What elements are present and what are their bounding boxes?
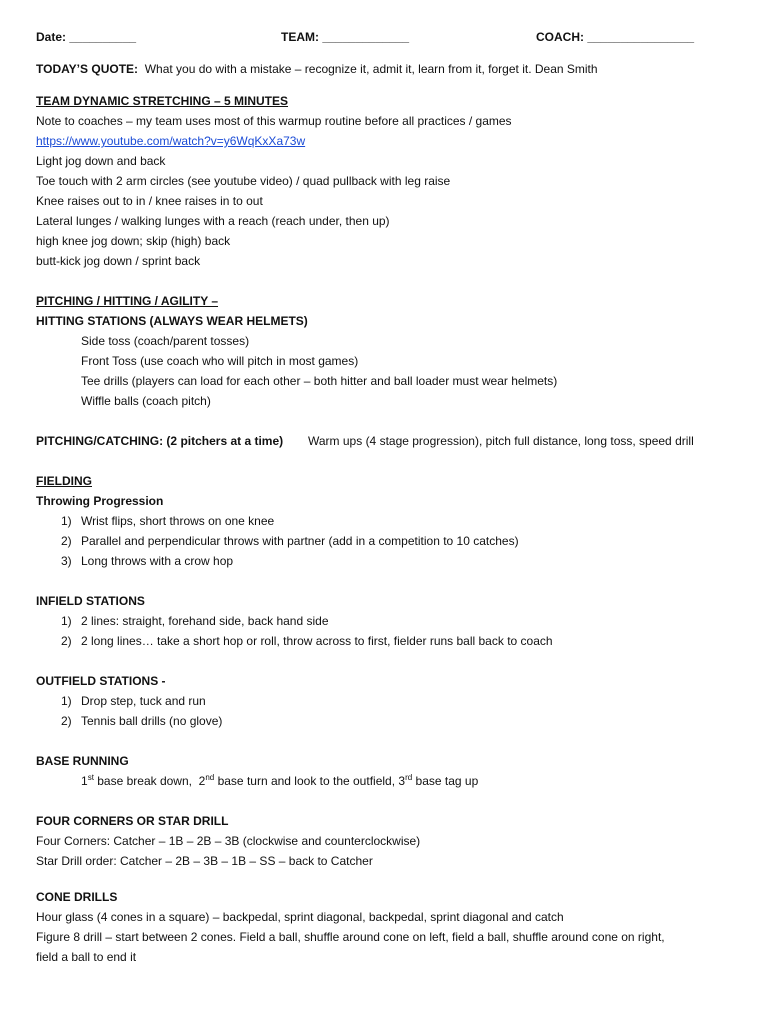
- hitting-item: Side toss (coach/parent tosses): [81, 334, 250, 348]
- stretching-note: Note to coaches – my team uses most of this warmup routine before all practices / games: [36, 114, 512, 128]
- cone-drills-title: CONE DRILLS: [36, 890, 118, 904]
- pitching-catching-label: PITCHING/CATCHING: (2 pitchers at a time): [36, 434, 284, 448]
- base-running-line: [36, 771, 736, 791]
- list-number: 2): [61, 634, 72, 648]
- list-item: [36, 711, 736, 731]
- list-text: Parallel and perpendicular throws with partner (add in a competition to 10 catches): [81, 534, 519, 548]
- base-num: 3: [398, 774, 406, 788]
- pitching-hitting-title: PITCHING / HITTING / AGILITY –: [36, 294, 219, 308]
- hitting-item: Tee drills (players can load for each other – both hitter and ball loader must wear helmets): [81, 374, 558, 388]
- coach-field: COACH: ________________: [536, 30, 695, 44]
- list-item: [36, 551, 736, 571]
- ordinal-suffix: nd: [205, 773, 215, 782]
- quote-text: What you do with a mistake – recognize it, admit it, learn from it, forget it. Dean Smith: [144, 62, 598, 76]
- cone-drill-line: Figure 8 drill – start between 2 cones. Field a ball, shuffle around cone on left, field a ball, shuffle around cone on right,: [36, 930, 665, 944]
- practice-plan-document: [36, 27, 736, 967]
- ordinal-suffix: rd: [405, 773, 413, 782]
- list-text: Wrist flips, short throws on one knee: [81, 514, 275, 528]
- outfield-stations-title: OUTFIELD STATIONS -: [36, 674, 166, 688]
- four-corners-line: Four Corners: Catcher – 1B – 2B – 3B (clockwise and counterclockwise): [36, 834, 421, 848]
- list-text: 2 long lines… take a short hop or roll, throw across to first, fielder runs ball back to coach: [81, 634, 553, 648]
- header-row: [36, 27, 736, 47]
- base-running-title: BASE RUNNING: [36, 754, 129, 768]
- pitching-catching-text: Warm ups (4 stage progression), pitch full distance, long toss, speed drill: [308, 434, 694, 448]
- infield-stations-title: INFIELD STATIONS: [36, 594, 145, 608]
- base-num: 2: [198, 774, 206, 788]
- list-text: Long throws with a crow hop: [81, 554, 234, 568]
- list-item: [36, 511, 736, 531]
- list-number: 1): [61, 694, 72, 708]
- base-text: base turn and look to the outfield,: [214, 774, 399, 788]
- list-item: [36, 531, 736, 551]
- pitching-catching-line: [36, 431, 736, 451]
- list-item: [36, 611, 736, 631]
- hitting-item: Front Toss (use coach who will pitch in most games): [81, 354, 359, 368]
- stretch-line: Knee raises out to in / knee raises in to out: [36, 194, 263, 208]
- base-text: base break down,: [93, 774, 199, 788]
- throwing-progression-title: Throwing Progression: [36, 494, 164, 508]
- stretch-line: butt-kick jog down / sprint back: [36, 254, 201, 268]
- stretch-line: Light jog down and back: [36, 154, 166, 168]
- list-number: 2): [61, 534, 72, 548]
- quote-line: [36, 59, 736, 79]
- team-field: TEAM: _____________: [281, 30, 410, 44]
- fielding-title: FIELDING: [36, 474, 92, 488]
- four-corners-title: FOUR CORNERS OR STAR DRILL: [36, 814, 229, 828]
- base-num: 1: [81, 774, 88, 788]
- star-drill-line: Star Drill order: Catcher – 2B – 3B – 1B – SS – back to Catcher: [36, 854, 373, 868]
- list-text: Tennis ball drills (no glove): [81, 714, 223, 728]
- list-number: 1): [61, 614, 72, 628]
- list-number: 2): [61, 714, 72, 728]
- youtube-link[interactable]: https://www.youtube.com/watch?v=y6WqKxXa73w: [36, 134, 306, 148]
- base-text: base tag up: [412, 774, 479, 788]
- hitting-item: Wiffle balls (coach pitch): [81, 394, 211, 408]
- list-text: Drop step, tuck and run: [81, 694, 206, 708]
- stretch-line: Lateral lunges / walking lunges with a reach (reach under, then up): [36, 214, 390, 228]
- quote-label: TODAY’S QUOTE:: [36, 62, 139, 76]
- list-number: 3): [61, 554, 72, 568]
- list-text: 2 lines: straight, forehand side, back hand side: [81, 614, 329, 628]
- cone-drill-line: field a ball to end it: [36, 950, 137, 964]
- list-item: [36, 691, 736, 711]
- stretching-title: TEAM DYNAMIC STRETCHING – 5 MINUTES: [36, 94, 289, 108]
- cone-drill-line: Hour glass (4 cones in a square) – backpedal, sprint diagonal, backpedal, sprint diagonal and catch: [36, 910, 564, 924]
- stretch-line: high knee jog down; skip (high) back: [36, 234, 231, 248]
- list-number: 1): [61, 514, 72, 528]
- list-item: [36, 631, 736, 651]
- ordinal-suffix: st: [87, 773, 94, 782]
- date-field: Date: __________: [36, 30, 137, 44]
- hitting-stations-title: HITTING STATIONS (ALWAYS WEAR HELMETS): [36, 314, 308, 328]
- stretch-line: Toe touch with 2 arm circles (see youtube video) / quad pullback with leg raise: [36, 174, 451, 188]
